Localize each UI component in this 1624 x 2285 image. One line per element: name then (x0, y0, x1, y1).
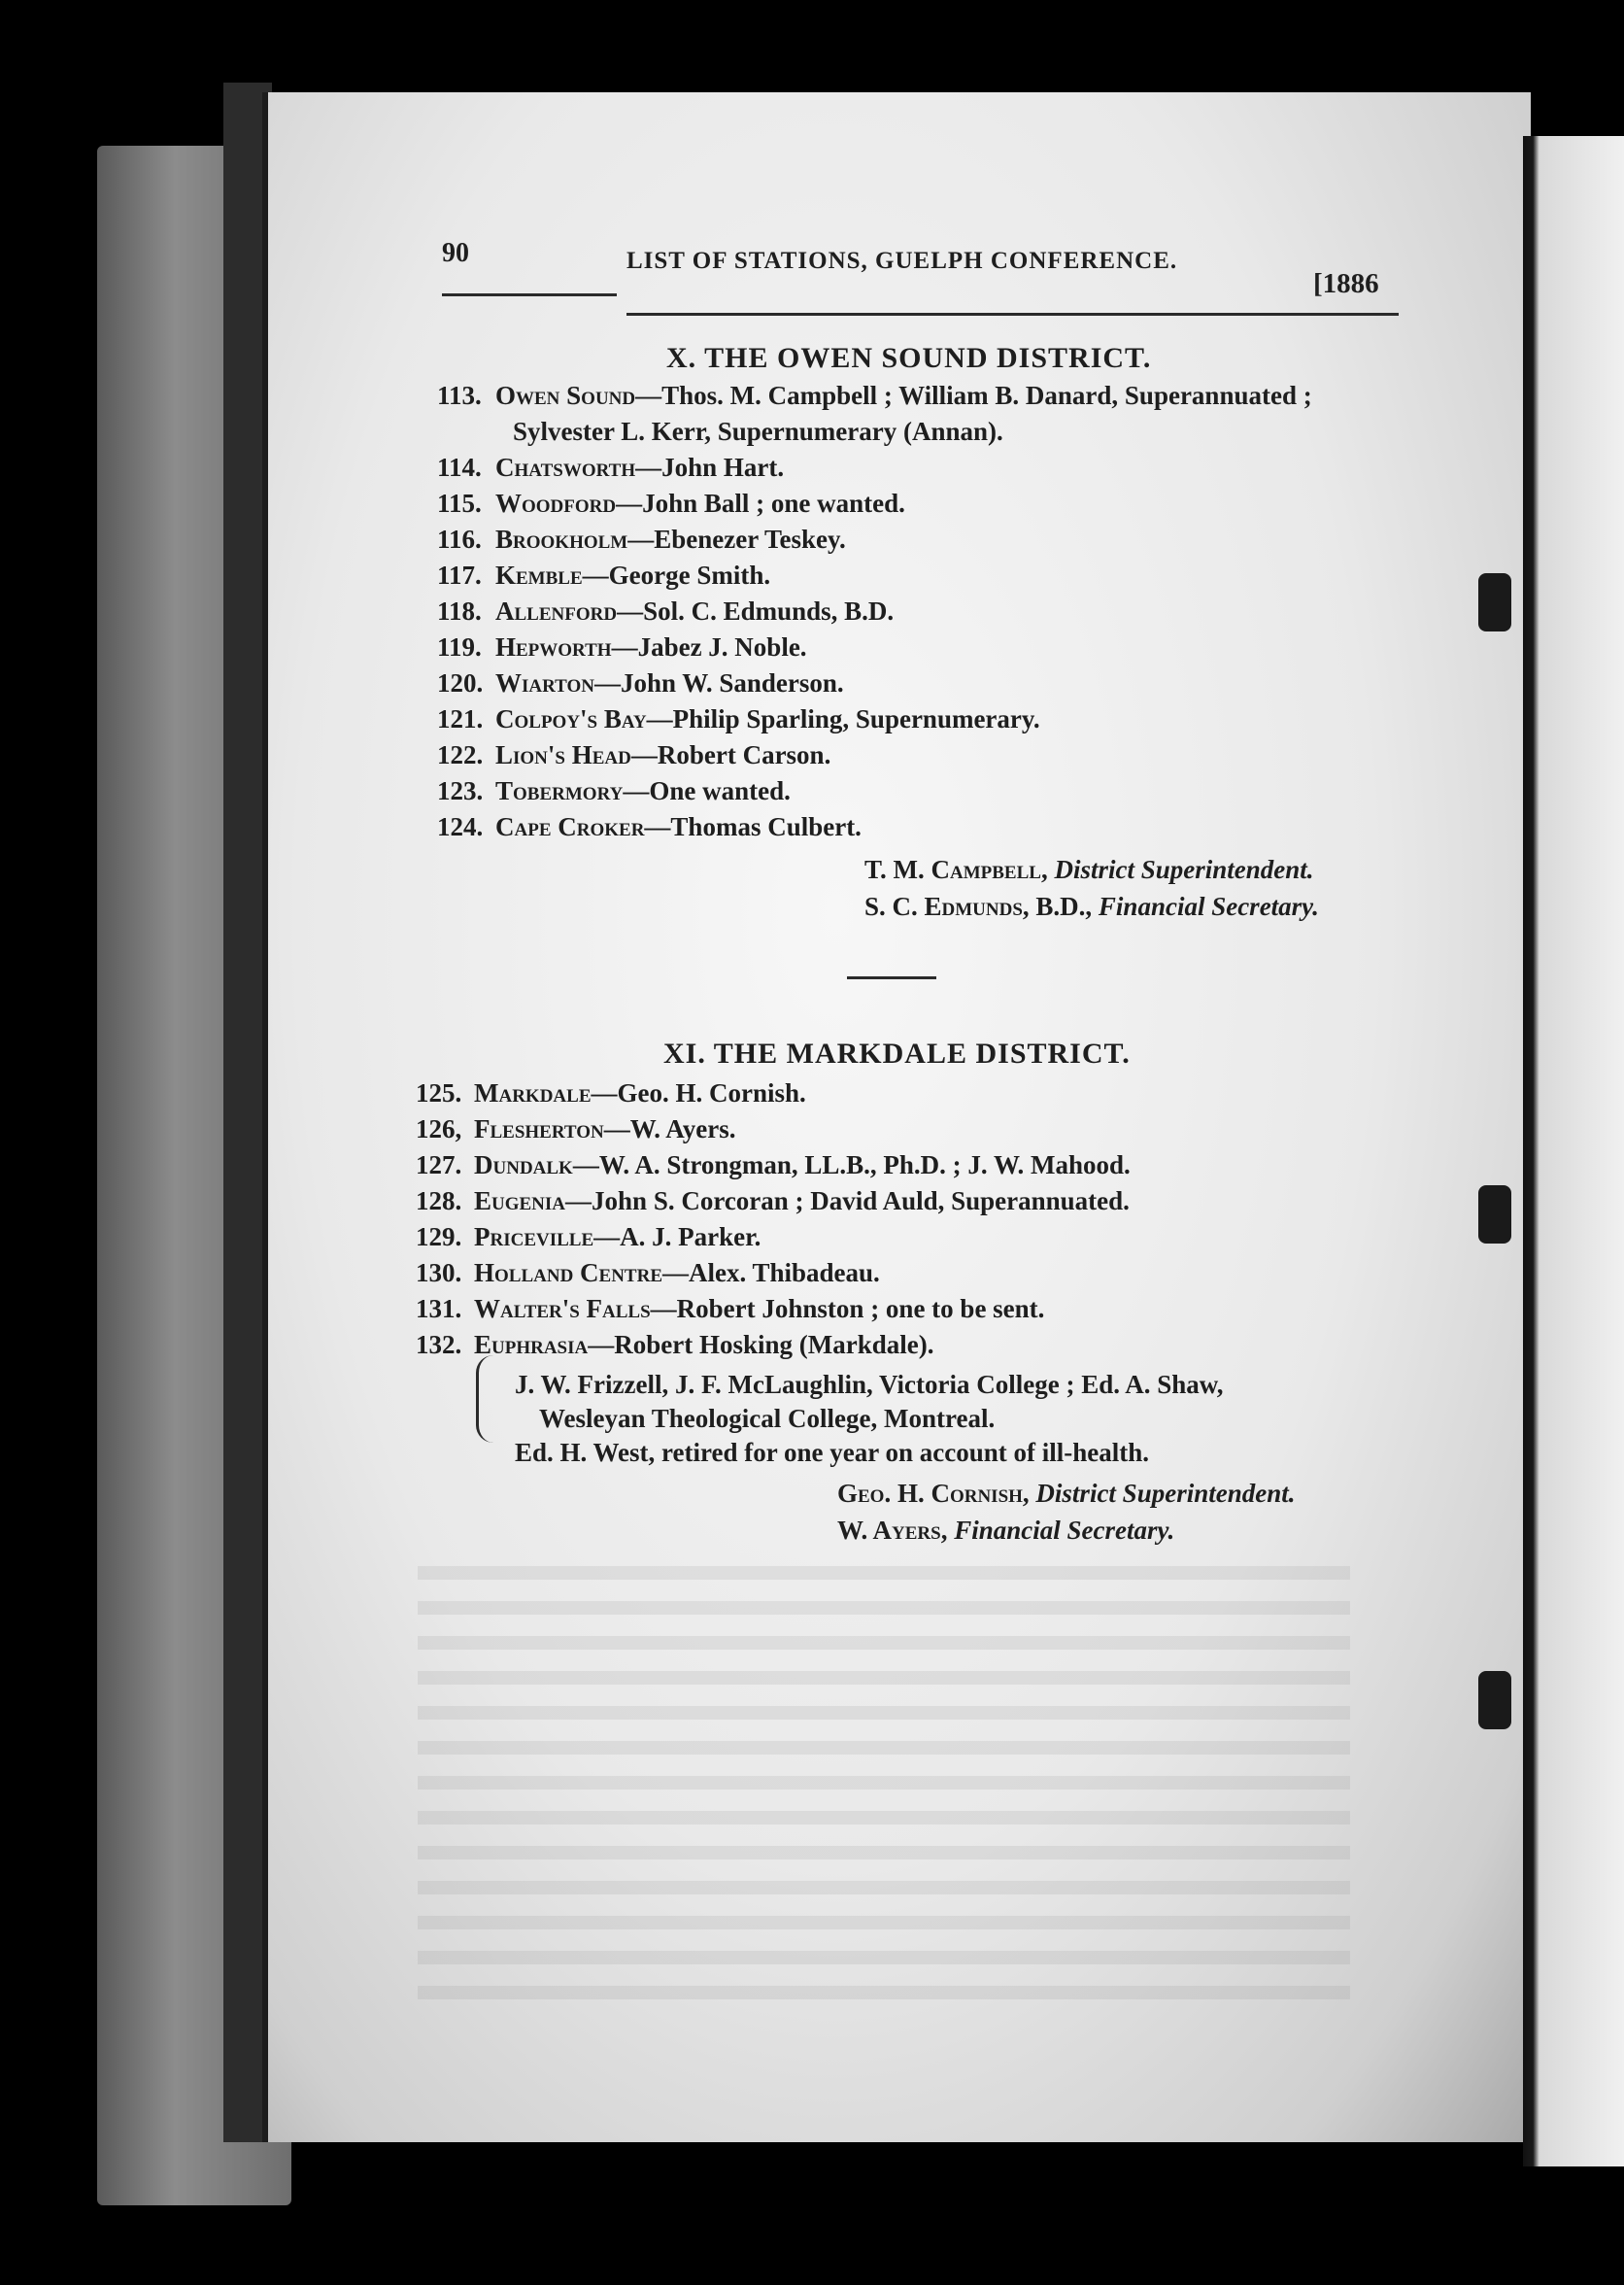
station-appointment: —Alex. Thibadeau. (662, 1258, 880, 1287)
station-entry (416, 1114, 736, 1144)
station-entry (437, 632, 807, 663)
station-entry (437, 381, 1312, 411)
station-place: Colpoy's Bay (495, 704, 647, 733)
signature-superintendent (864, 855, 1314, 885)
station-number: 125. (416, 1078, 462, 1108)
station-appointment: —Thomas Culbert. (644, 812, 862, 841)
station-place: Wiarton (495, 668, 594, 698)
station-place: Dundalk (474, 1150, 573, 1179)
station-appointment: —John S. Corcoran ; David Auld, Superannuated. (565, 1186, 1130, 1215)
station-number: 131. (416, 1294, 462, 1323)
note-line: Ed. H. West, retired for one year on account of ill-health. (515, 1438, 1149, 1467)
running-title: LIST OF STATIONS, GUELPH CONFERENCE. (626, 248, 1178, 274)
station-entry (416, 1258, 880, 1288)
station-entry (437, 525, 846, 555)
station-number: 128. (416, 1186, 462, 1215)
signature-role: District Superintendent. (1035, 1479, 1296, 1508)
station-place: Holland Centre (474, 1258, 662, 1287)
station-number: 117. (437, 561, 482, 590)
station-place: Eugenia (474, 1186, 566, 1215)
signature-financial-secretary (837, 1516, 1174, 1546)
station-place: Brookholm (495, 525, 628, 554)
station-entry (437, 597, 894, 627)
district-x-station-list (437, 381, 1408, 847)
signature-name: S. C. Edmunds, B.D., (864, 892, 1093, 921)
running-year: [1886 (1313, 268, 1379, 299)
station-number: 126, (416, 1114, 462, 1143)
station-number: 120. (437, 668, 484, 698)
station-appointment: —John W. Sanderson. (594, 668, 844, 698)
station-appointment: —John Ball ; one wanted. (616, 489, 905, 518)
station-appointment: —Ebenezer Teskey. (627, 525, 846, 554)
station-entry (437, 668, 844, 699)
station-place: Cape Croker (495, 812, 645, 841)
station-number: 122. (437, 740, 484, 769)
note-line: J. W. Frizzell, J. F. McLaughlin, Victoria College ; Ed. A. Shaw, (515, 1370, 1224, 1399)
station-appointment: —Geo. H. Cornish. (591, 1078, 806, 1108)
station-appointment: —Robert Carson. (630, 740, 831, 769)
station-place: Flesherton (474, 1114, 604, 1143)
station-place: Walter's Falls (474, 1294, 651, 1323)
station-entry (416, 1186, 1130, 1216)
signature-name: T. M. Campbell, (864, 855, 1048, 884)
station-place: Tobermory (495, 776, 624, 805)
station-appointment: —Jabez J. Noble. (611, 632, 807, 662)
station-number: 116. (437, 525, 482, 554)
station-place: Priceville (474, 1222, 594, 1251)
station-place: Owen Sound (495, 381, 636, 410)
station-number: 115. (437, 489, 482, 518)
signature-name: Geo. H. Cornish, (837, 1479, 1030, 1508)
station-place: Euphrasia (474, 1330, 589, 1359)
station-appointment: —Sol. C. Edmunds, B.D. (617, 597, 895, 626)
station-place: Hepworth (495, 632, 612, 662)
station-number: 114. (437, 453, 482, 482)
notes-brace (476, 1355, 504, 1443)
station-appointment: —Thos. M. Campbell ; William B. Danard, Superannuated ; (635, 381, 1312, 410)
station-entry (437, 453, 784, 483)
station-entry (416, 1222, 761, 1252)
station-appointment: —George Smith. (582, 561, 771, 590)
station-place: Markdale (474, 1078, 592, 1108)
district-xi-station-list (416, 1078, 1387, 1360)
station-place: Lion's Head (495, 740, 631, 769)
station-entry (437, 812, 862, 842)
header-rule-right (626, 313, 1399, 316)
station-appointment: —Philip Sparling, Supernumerary. (646, 704, 1040, 733)
station-appointment: —A. J. Parker. (593, 1222, 761, 1251)
station-number: 113. (437, 381, 482, 410)
station-appointment: —Robert Hosking (Markdale). (588, 1330, 934, 1359)
station-place: Chatsworth (495, 453, 636, 482)
station-appointment: —One wanted. (623, 776, 791, 805)
station-number: 123. (437, 776, 484, 805)
station-entry (437, 704, 1040, 734)
district-xi-heading: XI. THE MARKDALE DISTRICT. (663, 1038, 1131, 1070)
signature-superintendent (837, 1479, 1295, 1509)
station-appointment: —John Hart. (635, 453, 785, 482)
station-number: 118. (437, 597, 482, 626)
district-x-heading: X. THE OWEN SOUND DISTRICT. (666, 342, 1152, 374)
signature-role: Financial Secretary. (1098, 892, 1319, 921)
station-entry (437, 561, 770, 591)
station-number: 119. (437, 632, 482, 662)
header-rule-left (442, 293, 617, 296)
signature-role: District Superintendent. (1054, 855, 1314, 884)
section-separator (847, 976, 936, 979)
station-entry (437, 776, 791, 806)
station-entry (416, 1078, 806, 1108)
station-number: 127. (416, 1150, 462, 1179)
note-line: Wesleyan Theological College, Montreal. (539, 1404, 996, 1433)
signature-financial-secretary (864, 892, 1319, 922)
signature-name: W. Ayers, (837, 1516, 948, 1545)
station-appointment: —W. A. Strongman, LL.B., Ph.D. ; J. W. Mahood. (572, 1150, 1131, 1179)
station-appointment: —Robert Johnston ; one to be sent. (650, 1294, 1045, 1323)
station-place: Woodford (495, 489, 617, 518)
station-number: 121. (437, 704, 484, 733)
station-number: 132. (416, 1330, 462, 1359)
station-entry (416, 1150, 1131, 1180)
station-place: Kemble (495, 561, 583, 590)
page-number: 90 (442, 238, 469, 268)
station-entry (437, 740, 830, 770)
signature-role: Financial Secretary. (954, 1516, 1175, 1545)
station-entry (416, 1294, 1044, 1324)
station-entry (437, 489, 905, 519)
station-appointment: —W. Ayers. (603, 1114, 736, 1143)
station-number: 129. (416, 1222, 462, 1251)
station-number: 130. (416, 1258, 462, 1287)
station-number: 124. (437, 812, 484, 841)
station-continuation: Sylvester L. Kerr, Supernumerary (Annan). (513, 417, 1003, 446)
station-place: Allenford (495, 597, 618, 626)
